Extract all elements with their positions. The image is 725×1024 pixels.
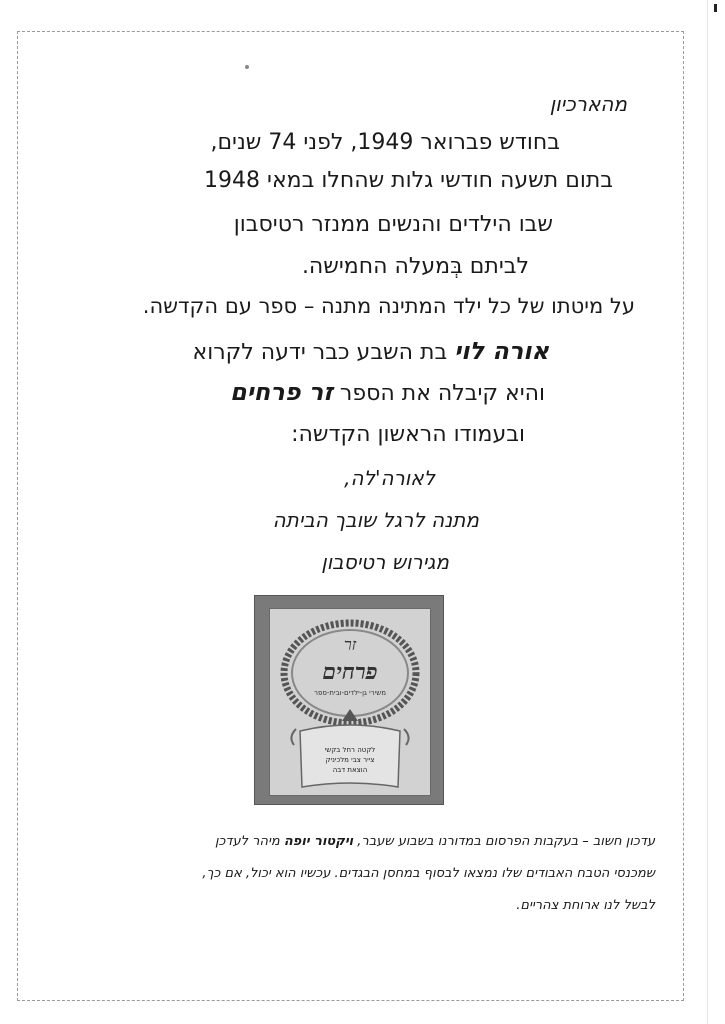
book-title: זר פרחים bbox=[230, 378, 333, 406]
note-prefix: עדכון חשוב – בעקבות הפרסום במדורנו בשבוע שעבר, bbox=[353, 834, 655, 849]
text-line-1: בחודש פברואר 1949, לפני 74 שנים, bbox=[210, 130, 560, 155]
cover-caption-line-3: הוצאת דבה bbox=[332, 766, 368, 774]
ora-line bbox=[193, 337, 550, 365]
ora-line-rest: בת השבע כבר ידעה לקרוא bbox=[192, 340, 455, 365]
update-note-line-3: לבשל לנו ארוחת צהריים. bbox=[516, 898, 655, 913]
text-line-4: לביתם בְּמעלה החמישה. bbox=[301, 254, 529, 279]
book-line-before: והיא קיבלה את הספר bbox=[332, 381, 545, 406]
note-name: ויקטור יופה bbox=[283, 834, 354, 849]
text-line-5: על מיטתו של כל ילד המתינה מתנה – ספר עם הקדשה. bbox=[142, 294, 635, 318]
cover-caption-line-2: צייר צבי מלכיניק bbox=[325, 756, 375, 764]
dedication-line-3: מגירוש רטיסבון bbox=[321, 550, 449, 574]
cover-caption bbox=[306, 745, 394, 775]
book-line bbox=[230, 378, 545, 406]
dedication-line-2: מתנה לרגל שובך הביתה bbox=[272, 508, 479, 532]
scan-speck bbox=[245, 65, 249, 69]
text-line-3: שבו הילדים והנשים ממנזר רטיסבון bbox=[233, 212, 553, 237]
dedication-intro: ובעמודו הראשון הקדשה: bbox=[291, 422, 525, 447]
cover-subtitle: משירי גן-ילדים-ובית-ספר bbox=[314, 689, 386, 697]
book-cover-photo bbox=[254, 595, 444, 805]
update-note-line-1 bbox=[215, 834, 655, 849]
cover-title-bottom: פרחים bbox=[322, 659, 378, 685]
archive-heading: מהארכיון bbox=[549, 92, 627, 116]
cover-caption-line-1: לקטה רחל בקשי bbox=[324, 746, 376, 754]
cover-title-top: זר bbox=[343, 635, 357, 654]
book-cover bbox=[269, 608, 431, 796]
update-note-line-2: שמכנסי הטבח האבודים שלו נמצאו לבסוף במחסן הבגדים. עכשיו הוא יכול, אם כך, bbox=[202, 866, 655, 881]
scan-edge bbox=[707, 0, 708, 1024]
ora-name: אורה לוי bbox=[454, 337, 549, 365]
scan-mark bbox=[714, 4, 717, 12]
note-line1-suffix: מיהר לעדכן bbox=[214, 834, 284, 849]
text-line-2: בתום תשעה חודשי גלות שהחלו במאי 1948 bbox=[204, 168, 613, 193]
dedication-line-1: לאורה'לה, bbox=[344, 466, 435, 490]
